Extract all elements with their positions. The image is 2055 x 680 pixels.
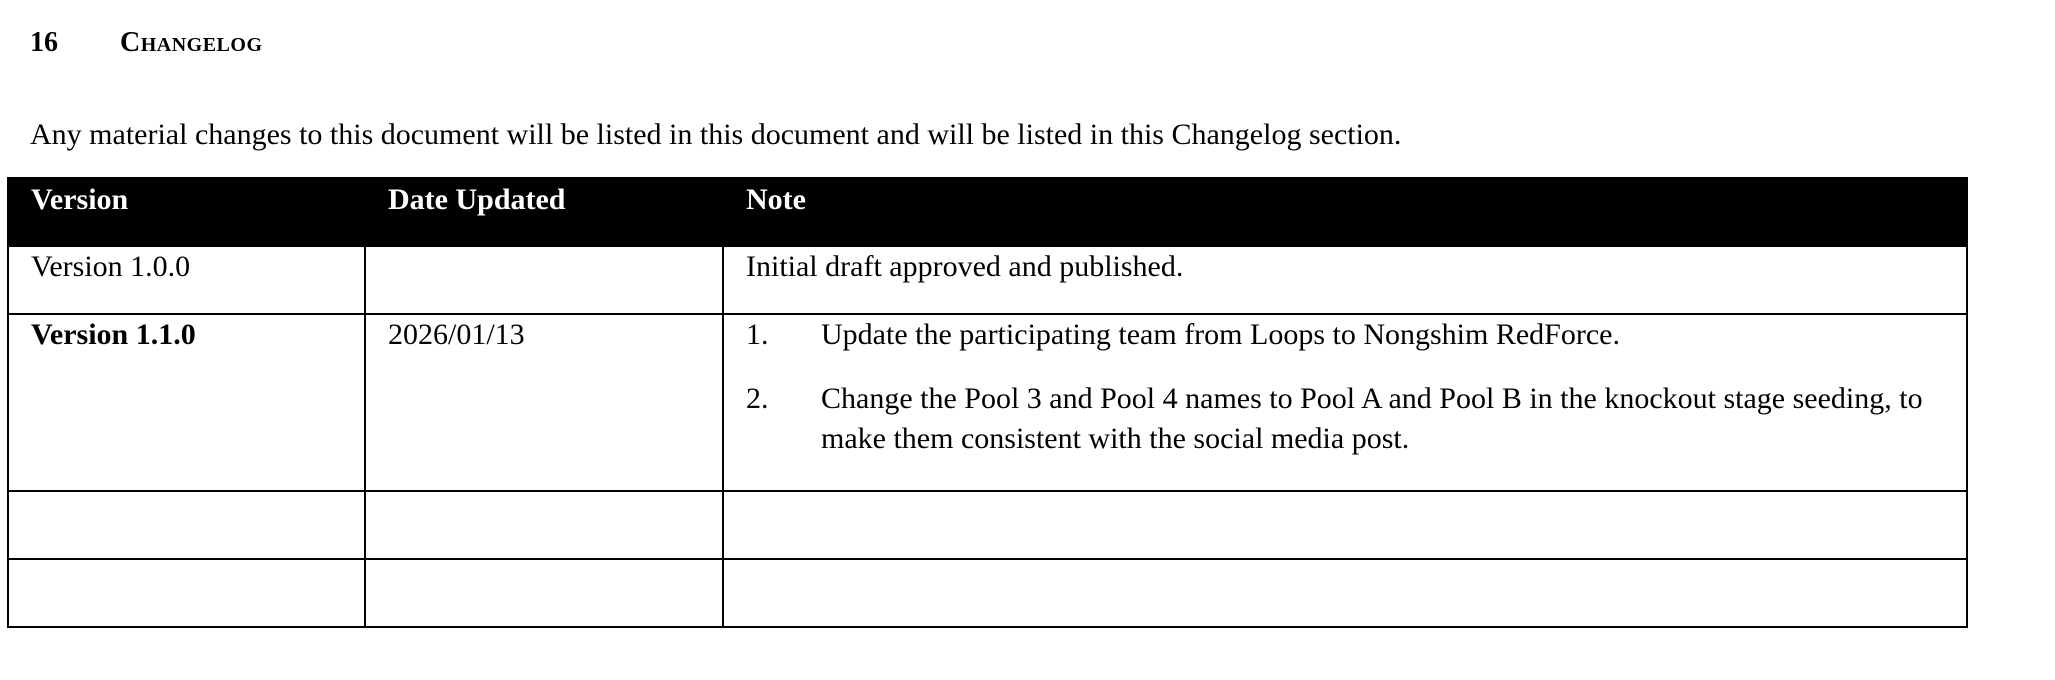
note-cell [723,491,1967,559]
section-title: Changelog [120,27,263,58]
note-list-item [746,379,1944,459]
note-item-number: 2. [746,382,769,415]
date-cell [365,559,723,627]
version-cell: Version 1.1.0 [8,314,365,491]
version-cell: Version 1.0.0 [8,246,365,314]
note-list-item [746,315,1944,355]
note-item-number: 1. [746,318,769,351]
note-item-text: Change the Pool 3 and Pool 4 names to Pool A and Pool B in the knockout stage seeding, to make them consistent with the social media post. [821,382,1923,455]
note-item-text: Update the participating team from Loops to Nongshim RedForce. [821,318,1620,351]
note-cell [723,314,1967,491]
section-heading [30,26,263,60]
section-number: 16 [30,27,58,58]
version-cell [8,491,365,559]
note-list [746,315,1944,459]
date-cell [365,246,723,314]
date-cell [365,491,723,559]
date-cell: 2026/01/13 [365,314,723,491]
table-row [8,246,1967,314]
intro-paragraph: Any material changes to this document will be listed in this document and will be listed in this Changelog section. [30,118,1402,151]
header-date-updated: Date Updated [365,178,723,246]
table-header-row [8,178,1967,246]
table-row [8,314,1967,491]
note-cell [723,559,1967,627]
header-version: Version [8,178,365,246]
version-cell [8,559,365,627]
note-cell: Initial draft approved and published. [723,246,1967,314]
changelog-table [7,177,1968,628]
table-row-empty [8,491,1967,559]
table-row-empty [8,559,1967,627]
header-note: Note [723,178,1967,246]
